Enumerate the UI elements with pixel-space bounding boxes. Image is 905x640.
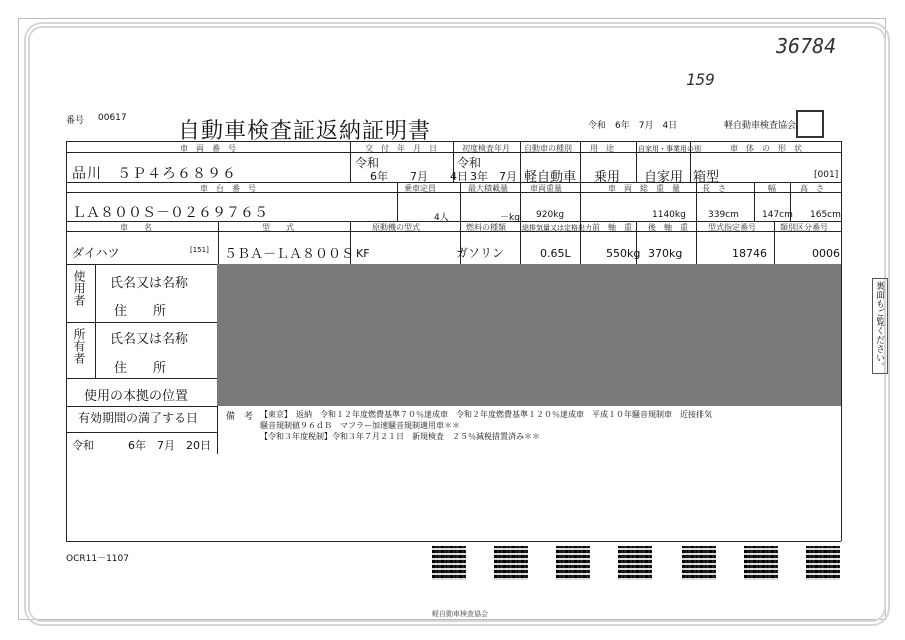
weight-value: 920kg: [536, 210, 565, 220]
header-capacity: 乗車定員: [404, 184, 436, 193]
qr-code-2: [494, 546, 528, 580]
issue-era: 令和: [355, 156, 380, 170]
base-location-label: 使用の本拠の位置: [84, 389, 189, 404]
note-line-1: 【東京】 返納 令和１２年度燃費基準７０％達成車 令和２年度燃費基準１２０％達成車 平成１０年騒音規制車 近接排気: [260, 410, 712, 419]
header-class-number: 類別区分番号: [780, 223, 828, 232]
user-address-label: 住 所: [114, 304, 167, 319]
header-private: 自家用・事業用の別: [638, 145, 701, 153]
private-use: 自家用: [644, 170, 684, 185]
front-axle-value: 550kg: [606, 247, 641, 260]
first-reg-era: 令和: [457, 156, 482, 170]
issue-date-value: 6年 7月 4日: [370, 170, 468, 183]
issuer-seal: [796, 110, 824, 138]
handwritten-number: 36784: [776, 34, 837, 58]
expiry-label: 有効期間の満了する日: [78, 411, 199, 425]
issue-date: 令和 6年 7月 4日: [588, 121, 678, 131]
body-shape-code: [001]: [814, 170, 839, 180]
maker-code: [151]: [190, 246, 209, 254]
note-line-2: 騒音規制値９６ｄＢ マフラー加速騒音規制適用車＊＊: [260, 421, 460, 430]
header-weight: 車両重量: [530, 184, 562, 193]
plate-number: 品川 ５Ｐ４ろ６８９６: [72, 166, 237, 182]
qr-code-3: [556, 546, 590, 580]
note-line-3: 【令和３年度税制】令和３年７月２１日 新規検査 ２５％減税措置済み＊＊: [260, 432, 540, 441]
header-width: 幅: [768, 184, 776, 193]
first-reg-date: 3年 7月: [470, 170, 517, 183]
header-vin: 車 台 番 号: [200, 184, 256, 193]
header-first-reg: 初度検査年月: [462, 144, 510, 153]
issuer-name: 軽自動車検査協会: [724, 121, 797, 131]
header-plate: 車 両 番 号: [180, 144, 236, 153]
header-height: 高 さ: [800, 184, 824, 193]
maker-name: ダイハツ: [72, 246, 120, 260]
header-use: 用 途: [590, 144, 614, 153]
footer-issuer: 軽自動車検査協会: [432, 610, 488, 618]
qr-code-6: [744, 546, 778, 580]
qr-code-1: [432, 546, 466, 580]
header-type-number: 型式指定番号: [708, 223, 756, 232]
vehicle-kind: 軽自動車: [524, 170, 577, 185]
body-shape: 箱型: [693, 170, 720, 185]
number-value: 00617: [98, 113, 127, 123]
max-load-value: －kg: [500, 213, 520, 223]
document-title: 自動車検査証返納証明書: [178, 119, 432, 144]
model-code: ５ＢＡ－ＬＡ８００Ｓ: [224, 247, 355, 262]
form-code: OCR11－1107: [66, 554, 129, 564]
qr-code-5: [682, 546, 716, 580]
length-value: 339cm: [708, 210, 739, 220]
header-model: 型 式: [262, 223, 294, 232]
handwritten-small: 159: [686, 70, 715, 89]
width-value: 147cm: [762, 210, 793, 220]
rear-axle-value: 370kg: [648, 247, 683, 260]
owner-label: 所有者: [72, 328, 86, 364]
header-issue-date: 交 付 年 月 日: [365, 144, 437, 153]
engine-model: KF: [356, 247, 370, 260]
header-total-weight: 車 両 総 重 量: [608, 184, 680, 193]
header-kind: 自動車の種別: [524, 144, 572, 153]
vehicle-use: 乗用: [594, 170, 621, 185]
total-weight-value: 1140kg: [652, 210, 686, 220]
notes-label: 備 考: [226, 412, 254, 422]
header-length: 長 さ: [702, 184, 726, 193]
header-displacement: 総排気量又は定格出力: [522, 224, 592, 232]
header-fuel: 燃料の種類: [466, 223, 506, 232]
header-engine: 原動機の型式: [372, 223, 420, 232]
header-front-axle: 前 軸 重: [592, 223, 632, 232]
class-number-value: 0006: [812, 247, 840, 260]
header-shape: 車 体 の 形 状: [730, 144, 802, 153]
see-reverse-note: 裏面もご覧ください。: [872, 278, 888, 374]
vin-number: ＬＡ８００Ｓ－０２６９７６５: [72, 205, 268, 221]
qr-code-4: [618, 546, 652, 580]
user-label: 使用者: [72, 270, 86, 306]
owner-name-label: 氏名又は名称: [110, 332, 189, 347]
capacity-value: 4人: [434, 213, 449, 223]
height-value: 165cm: [810, 210, 841, 220]
expiry-era: 令和: [72, 439, 94, 452]
displacement-value: 0.65L: [540, 247, 571, 260]
expiry-date: 6年 7月 20日: [128, 439, 211, 452]
fuel-type: ガソリン: [456, 246, 505, 260]
header-maker: 車 名: [120, 223, 152, 232]
redacted-personal-info: [217, 264, 841, 406]
header-rear-axle: 後 軸 重: [648, 223, 688, 232]
owner-address-label: 住 所: [114, 361, 167, 376]
qr-code-7: [806, 546, 840, 580]
number-label: 番号: [66, 116, 85, 126]
user-name-label: 氏名又は名称: [110, 276, 189, 291]
header-max-load: 最大積載量: [468, 184, 508, 193]
type-number-value: 18746: [732, 247, 767, 260]
